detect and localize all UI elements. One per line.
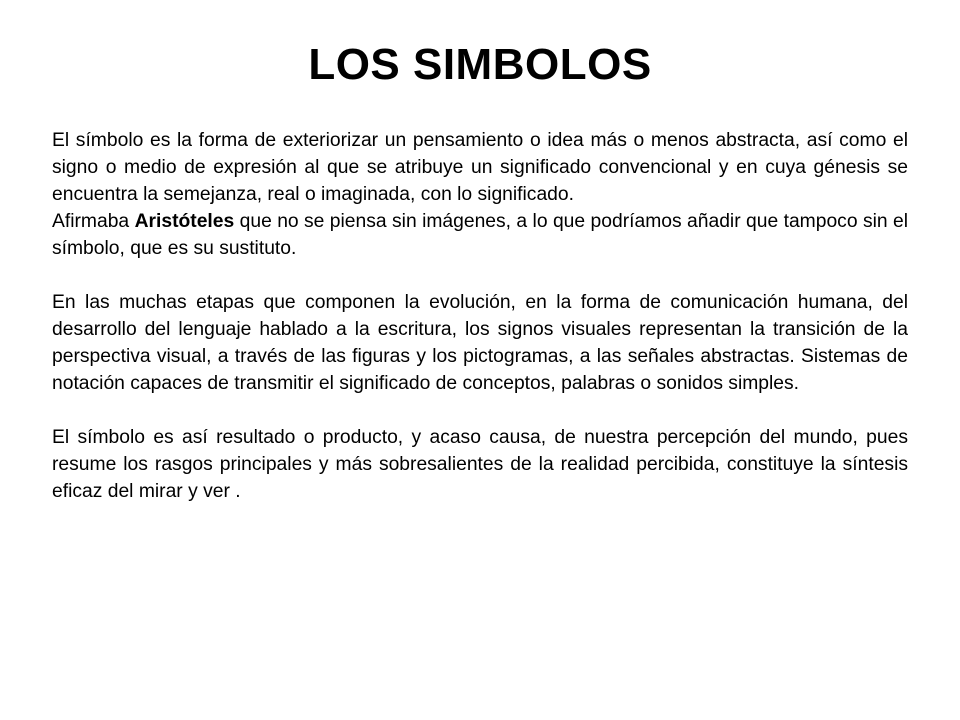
paragraph-spacer — [52, 262, 908, 289]
slide-title: LOS SIMBOLOS — [308, 40, 652, 89]
paragraph-symbol-definition: El símbolo es la forma de exteriorizar un pensamiento o idea más o menos abstracta, así como el signo o medio de expresión al que se atribuye un significado convencional y en cuya génesis se encuentra la semejanza, real o imaginada, con lo significado. — [52, 130, 908, 205]
paragraph-spacer — [52, 397, 908, 424]
aristotle-name: Aristóteles — [134, 211, 235, 232]
paragraph-aristotle — [52, 208, 908, 262]
paragraph-aristotle-intro: Afirmaba — [52, 211, 135, 232]
paragraph-perception: El símbolo es así resultado o producto, y acaso causa, de nuestra percepción del mundo, pues resume los rasgos principales y más sobresalientes de la realidad percibida, constituye la síntesis eficaz del mirar y ver . — [52, 427, 908, 502]
slide-body — [52, 127, 908, 505]
paragraph-evolution: En las muchas etapas que componen la evolución, en la forma de comunicación humana, del desarrollo del lenguaje hablado a la escritura, los signos visuales representan la transición de la perspectiva visual, a través de las figuras y los pictogramas, a las señales abstractas. Sistemas de notación capaces de transmitir el significado de conceptos, palabras o sonidos simples. — [52, 292, 908, 394]
paragraph-aristotle-rest: que no se piensa sin imágenes, a lo que podríamos añadir que tampoco sin el símbolo, que es su sustituto. — [52, 211, 908, 259]
